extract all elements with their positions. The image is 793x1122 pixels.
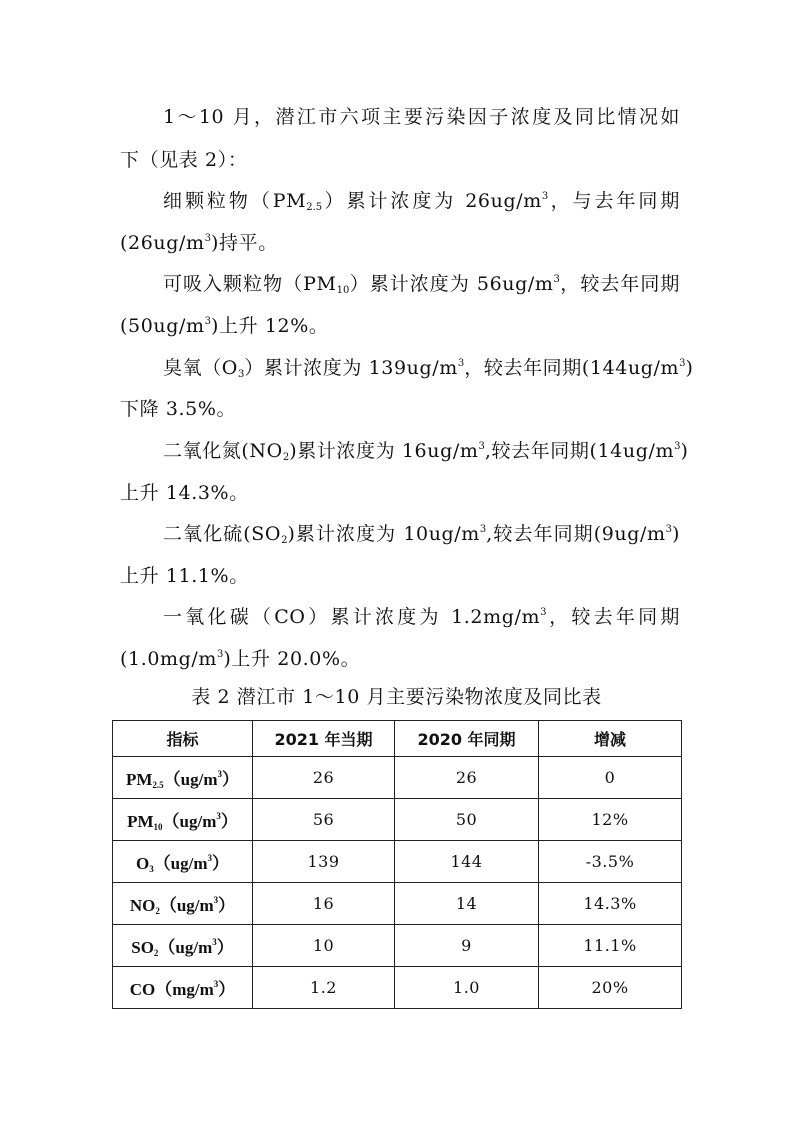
table-caption: 表 2 潜江市 1～10 月主要污染物浓度及同比表 [191, 686, 602, 708]
table-row [113, 841, 682, 883]
intro-text-1: 1～10 月，潜江市六项主要污染因子浓度及同比情况如 [163, 106, 680, 128]
o3-text-2: 下降 3.5%。 [120, 398, 237, 420]
co-paragraph-line-1 [163, 604, 680, 630]
indicator-cell: $PM_{10}(ug/m^3)$ [113, 799, 253, 841]
header-2021: 2021 年当期 [253, 721, 395, 757]
change-cell: 14.3% [539, 883, 682, 925]
intro-line-1 [163, 104, 680, 130]
so2-text: 二氧化硫$(SO_2)$累计浓度为 $10ug/m^3$,较去年同期$(9ug/m^3)$ [163, 523, 681, 546]
table-row [113, 967, 682, 1009]
pollutant-table [112, 720, 682, 1009]
previous-cell: 9 [395, 925, 539, 967]
pm25-text: 细颗粒物$(PM_{2.5})$累计浓度为 $26ug/m^3$，与去年同期 [163, 190, 680, 213]
table-header-row [113, 721, 682, 757]
no2-text-2: 上升 14.3%。 [120, 482, 249, 504]
so2-text-2: 上升 11.1%。 [120, 565, 249, 587]
table-row [113, 883, 682, 925]
table-row [113, 757, 682, 799]
indicator-cell: $CO(mg/m^3)$ [113, 967, 253, 1009]
no2-paragraph-line-1 [163, 438, 689, 464]
previous-cell: 144 [395, 841, 539, 883]
co-text: 一氧化碳（CO）累计浓度为 $1.2mg/m^3$，较去年同期 [163, 606, 680, 628]
intro-text-2: 下（见表 2）： [120, 149, 248, 171]
pm10-paragraph-line-2 [120, 313, 680, 339]
no2-paragraph-line-2 [120, 480, 680, 506]
indicator-cell: $O_3(ug/m^3)$ [113, 841, 253, 883]
current-cell: 10 [253, 925, 395, 967]
previous-cell: 26 [395, 757, 539, 799]
current-cell: 139 [253, 841, 395, 883]
table-row [113, 925, 682, 967]
current-cell: 16 [253, 883, 395, 925]
so2-paragraph-line-1 [163, 521, 680, 547]
pm10-text-2: $(50ug/m^3)$上升 12%。 [120, 315, 329, 337]
change-cell: 20% [539, 967, 682, 1009]
pm10-paragraph-line-1 [163, 271, 680, 297]
o3-paragraph-line-2 [120, 396, 680, 422]
previous-cell: 50 [395, 799, 539, 841]
current-cell: 1.2 [253, 967, 395, 1009]
intro-line-2 [120, 147, 680, 173]
current-cell: 56 [253, 799, 395, 841]
o3-text: 臭氧$(O_3)$累计浓度为 $139ug/m^3$，较去年同期$(144ug/m^3)$ [163, 357, 694, 380]
change-cell: 11.1% [539, 925, 682, 967]
change-cell: 12% [539, 799, 682, 841]
pm25-paragraph-line-1 [163, 188, 680, 214]
indicator-cell: $SO_2(ug/m^3)$ [113, 925, 253, 967]
change-cell: 0 [539, 757, 682, 799]
previous-cell: 14 [395, 883, 539, 925]
change-cell: -3.5% [539, 841, 682, 883]
indicator-cell: $PM_{2.5}(ug/m^3)$ [113, 757, 253, 799]
previous-cell: 1.0 [395, 967, 539, 1009]
table-row [113, 799, 682, 841]
header-change: 增减 [539, 721, 682, 757]
pm10-text: 可吸入颗粒物$(PM_{10})$累计浓度为 $56ug/m^3$，较去年同期 [163, 273, 680, 296]
o3-paragraph-line-1 [163, 355, 694, 381]
header-2020: 2020 年同期 [395, 721, 539, 757]
pm25-paragraph-line-2 [120, 230, 680, 256]
pm25-text-2: $(26ug/m^3)$持平。 [120, 232, 278, 254]
co-paragraph-line-2 [120, 646, 680, 672]
so2-paragraph-line-2 [120, 563, 680, 589]
indicator-cell: $NO_2(ug/m^3)$ [113, 883, 253, 925]
current-cell: 26 [253, 757, 395, 799]
header-indicator: 指标 [113, 721, 253, 757]
no2-text: 二氧化氮$(NO_2)$累计浓度为 $16ug/m^3$,较去年同期$(14ug/m^3)$ [163, 440, 689, 463]
co-text-2: $(1.0mg/m^3)$上升 20.0%。 [120, 648, 361, 670]
